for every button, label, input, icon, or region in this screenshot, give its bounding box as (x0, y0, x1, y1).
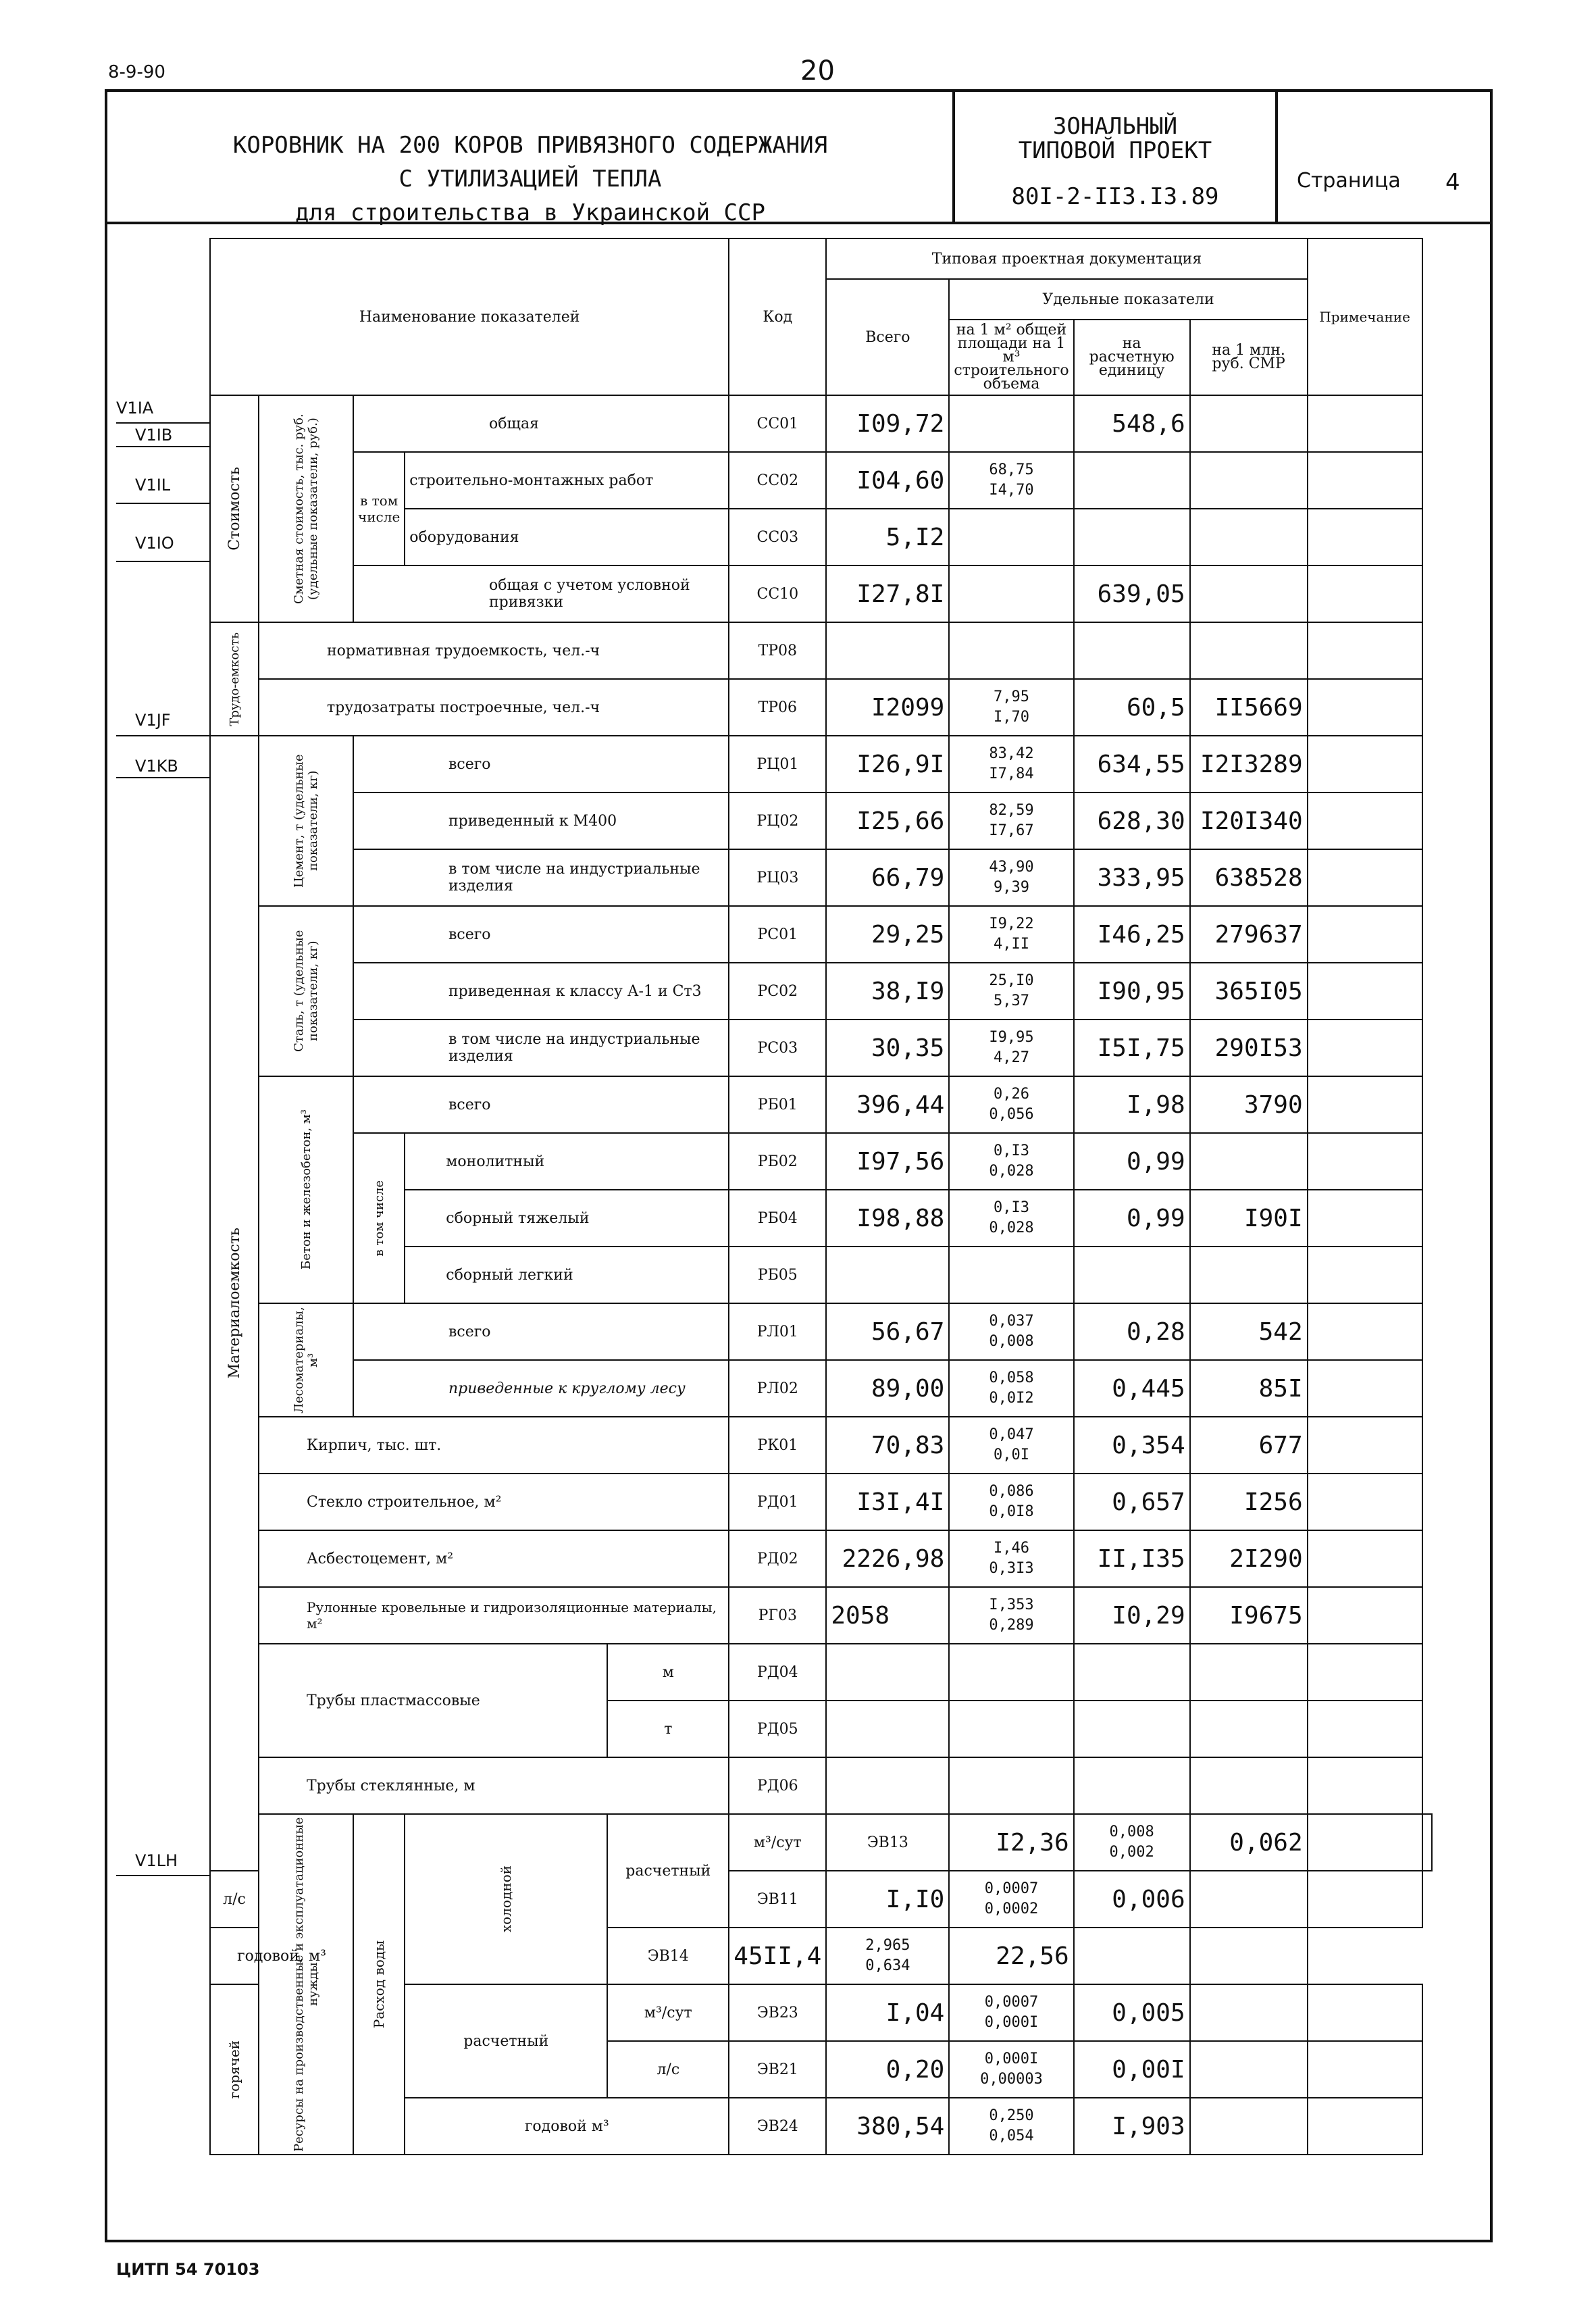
group-label: холодной (498, 1865, 515, 1933)
group-label: Цемент, т (удельные показатели, кг) (292, 754, 320, 888)
row-unit-label: т (607, 1701, 729, 1757)
row-mln (1074, 1928, 1190, 1984)
row-mln: II5669 (1190, 679, 1308, 736)
row-code: РЛ01 (729, 1303, 826, 1360)
row-name: всего (353, 1303, 729, 1360)
table-row (210, 395, 1432, 452)
row-code: СС03 (729, 509, 826, 565)
row-total: 2058 (826, 1587, 949, 1644)
row-spec-area: 0,0007 (984, 1994, 1039, 2011)
row-note (1308, 1020, 1422, 1076)
row-unit: I0,29 (1074, 1587, 1190, 1644)
doc-title-2: С УТИЛИЗАЦИЕЙ ТЕПЛА (398, 166, 662, 193)
group-label: Ресурсы на производственные и эксплуатационные нужды (292, 1817, 320, 2152)
row-total: I25,66 (826, 793, 949, 849)
row-total (826, 1757, 949, 1814)
row-unit: 22,56 (949, 1928, 1073, 1984)
row-code: ЭВ13 (826, 1814, 949, 1871)
row-name: всего (353, 906, 729, 963)
row-mln (1190, 1133, 1308, 1190)
row-spec-area: 0,000I (984, 2051, 1039, 2067)
row-mln (1190, 622, 1308, 679)
row-note (1308, 1984, 1422, 2041)
group-label: Трудо-емкость (227, 632, 242, 726)
row-unit-label: м (607, 1644, 729, 1701)
row-unit: 0,657 (1074, 1474, 1190, 1530)
row-mln (1190, 1871, 1308, 1928)
group-label: Сталь, т (удельные показатели, кг) (292, 930, 320, 1053)
row-code: РС02 (729, 963, 826, 1020)
row-unit: 0,005 (1074, 1984, 1190, 2041)
table-row (210, 963, 1432, 1020)
row-code: РК01 (729, 1417, 826, 1474)
page-value: 4 (1445, 169, 1460, 196)
row-total (826, 1701, 949, 1757)
row-code: ТР06 (729, 679, 826, 736)
row-name: всего (353, 1076, 729, 1133)
left-code: V1KB (135, 757, 178, 776)
row-mln: 677 (1190, 1417, 1308, 1474)
table-row (210, 1303, 1432, 1360)
row-note (1308, 1644, 1422, 1701)
row-code: РД02 (729, 1530, 826, 1587)
row-total: 0,20 (826, 2041, 949, 2098)
row-note (1308, 1247, 1422, 1303)
row-code: ЭВ23 (729, 1984, 826, 2041)
row-unit (1074, 509, 1190, 565)
row-spec-volume: 0,0I8 (989, 1503, 1034, 1520)
row-mln: I2I3289 (1190, 736, 1308, 793)
row-note (1308, 679, 1422, 736)
row-spec-volume: 0,289 (989, 1617, 1034, 1634)
row-spec-area: 0,047 (989, 1426, 1034, 1443)
row-spec-volume: 0,054 (989, 2128, 1034, 2144)
row-spec-area: 0,I3 (994, 1199, 1029, 1216)
row-note (1308, 736, 1422, 793)
row-total: 5,I2 (826, 509, 949, 565)
row-total: I09,72 (826, 395, 949, 452)
row-unit-label: л/с (607, 2041, 729, 2098)
row-unit (1074, 1701, 1190, 1757)
row-mln (1308, 1814, 1422, 1871)
table-row (210, 1757, 1432, 1814)
col-per-unit-header: на расчетную единицу (1074, 320, 1190, 395)
row-unit: 0,445 (1074, 1360, 1190, 1417)
row-code: РД04 (729, 1644, 826, 1701)
row-name: оборудования (405, 509, 729, 565)
row-note (1308, 509, 1422, 565)
row-name: Асбестоцемент, м² (259, 1530, 729, 1587)
row-name: расчетный (607, 1814, 729, 1928)
row-spec-area: 2,965 (865, 1937, 910, 1954)
row-note (1308, 1133, 1422, 1190)
row-unit-label: л/с (210, 1871, 259, 1928)
col-specific-header: Удельные показатели (949, 279, 1307, 320)
table-row (210, 793, 1432, 849)
row-note (1308, 395, 1422, 452)
left-code: V1IL (135, 476, 171, 495)
row-mln: 542 (1190, 1303, 1308, 1360)
row-code: РД01 (729, 1474, 826, 1530)
row-total: 2226,98 (826, 1530, 949, 1587)
row-mln (1190, 2041, 1308, 2098)
row-name: строительно-монтажных работ (405, 452, 729, 509)
row-spec-area: 82,59 (989, 802, 1034, 819)
row-spec-area: 0,I3 (994, 1142, 1029, 1159)
row-unit: I,903 (1074, 2098, 1190, 2155)
row-name: расчетный (405, 1984, 607, 2098)
row-name: приведенный к М400 (353, 793, 729, 849)
row-total: 38,I9 (826, 963, 949, 1020)
doc-title-3: для строительства в Украинской ССР (295, 199, 765, 226)
row-note (1308, 1303, 1422, 1360)
row-mln: 85I (1190, 1360, 1308, 1417)
row-code: РБ05 (729, 1247, 826, 1303)
group-label: Бетон и железобетон, м³ (299, 1109, 313, 1270)
row-code: ЭВ11 (729, 1871, 826, 1928)
row-total: I2099 (826, 679, 949, 736)
row-unit: 0,28 (1074, 1303, 1190, 1360)
table-row (210, 849, 1432, 906)
row-unit: 333,95 (1074, 849, 1190, 906)
row-unit: 60,5 (1074, 679, 1190, 736)
row-spec-volume: 0,00003 (980, 2071, 1043, 2088)
row-note (1308, 1587, 1422, 1644)
row-total: 70,83 (826, 1417, 949, 1474)
row-code: РЛ02 (729, 1360, 826, 1417)
row-mln: I9675 (1190, 1587, 1308, 1644)
row-spec-area: 0,086 (989, 1483, 1034, 1500)
group-label: в том числе (371, 1180, 386, 1257)
row-note (1190, 1928, 1308, 1984)
row-code: РЦ03 (729, 849, 826, 906)
row-spec-volume: 0,002 (1109, 1844, 1154, 1861)
group-label: горячей (226, 2040, 242, 2099)
row-mln: 2I290 (1190, 1530, 1308, 1587)
table-row (210, 1417, 1432, 1474)
row-unit: 0,062 (1190, 1814, 1308, 1871)
row-mln (1190, 2098, 1308, 2155)
row-name: общая (353, 395, 729, 452)
row-unit: I5I,75 (1074, 1020, 1190, 1076)
row-unit: I90,95 (1074, 963, 1190, 1020)
row-total: I04,60 (826, 452, 949, 509)
row-total: 29,25 (826, 906, 949, 963)
row-total: I3I,4I (826, 1474, 949, 1530)
row-note (1308, 963, 1422, 1020)
col-name-header: Наименование показателей (210, 238, 729, 395)
row-code: РС01 (729, 906, 826, 963)
row-code: ТР08 (729, 622, 826, 679)
row-total: I97,56 (826, 1133, 949, 1190)
row-name: Трубы пластмассовые (259, 1644, 607, 1757)
row-spec-area: 0,037 (989, 1313, 1034, 1330)
row-mln: 3790 (1190, 1076, 1308, 1133)
table-row (210, 1360, 1432, 1417)
doc-title-1: КОРОВНИК НА 200 КОРОВ ПРИВЯЗНОГО СОДЕРЖАНИЯ (232, 132, 828, 159)
row-unit: 548,6 (1074, 395, 1190, 452)
row-name: всего (353, 736, 729, 793)
table-row (210, 452, 1432, 509)
row-spec-area: 0,250 (989, 2107, 1034, 2124)
row-unit: 0,99 (1074, 1190, 1190, 1247)
row-spec-area: 0,0007 (984, 1880, 1039, 1897)
row-note (1308, 1474, 1422, 1530)
col-note-header: Примечание (1308, 238, 1422, 395)
table-row (210, 679, 1432, 736)
row-spec-area: 0,058 (989, 1369, 1034, 1386)
row-note (1308, 1701, 1422, 1757)
group-label: Сметная стоимость, тыс. руб. (удельные показатели, руб.) (292, 413, 320, 604)
row-note (1422, 1814, 1432, 1871)
page-number: 20 (800, 55, 835, 86)
row-code: РБ02 (729, 1133, 826, 1190)
row-spec-area: 83,42 (989, 745, 1034, 762)
row-spec-area: 25,I0 (989, 972, 1034, 989)
row-code: РД06 (729, 1757, 826, 1814)
row-spec-area: I,46 (994, 1540, 1029, 1557)
table-row (210, 1644, 1432, 1701)
row-unit: 628,30 (1074, 793, 1190, 849)
row-code: ЭВ24 (729, 2098, 826, 2155)
col-per-mln-header: на 1 млн. руб. СМР (1190, 320, 1308, 395)
row-code: РБ04 (729, 1190, 826, 1247)
row-unit: 0,354 (1074, 1417, 1190, 1474)
row-unit: 0,006 (1074, 1871, 1190, 1928)
row-mln: I256 (1190, 1474, 1308, 1530)
row-note (1308, 1360, 1422, 1417)
row-spec-area: I9,22 (989, 915, 1034, 932)
row-note (1308, 793, 1422, 849)
row-mln (1190, 452, 1308, 509)
row-code: СС01 (729, 395, 826, 452)
col-code-header: Код (729, 238, 826, 395)
table-row (210, 1814, 1432, 1871)
table-row (210, 1076, 1432, 1133)
row-unit: I,98 (1074, 1076, 1190, 1133)
row-note (1308, 1530, 1422, 1587)
row-code: СС02 (729, 452, 826, 509)
row-mln (1190, 395, 1308, 452)
left-code: V1LH (135, 1851, 178, 1870)
row-code: РГ03 (729, 1587, 826, 1644)
row-unit (1074, 622, 1190, 679)
row-mln: 290I53 (1190, 1020, 1308, 1076)
row-spec-volume: 0,0002 (984, 1901, 1039, 1917)
row-name: сборный тяжелый (405, 1190, 729, 1247)
row-total: 45II,4 (729, 1928, 826, 1984)
row-total: I26,9I (826, 736, 949, 793)
row-note (1308, 849, 1422, 906)
row-mln (1190, 1757, 1308, 1814)
row-unit (1074, 1757, 1190, 1814)
row-spec-area: 7,95 (994, 688, 1029, 705)
row-mln: 365I05 (1190, 963, 1308, 1020)
table-row (210, 1587, 1432, 1644)
row-mln: I20I340 (1190, 793, 1308, 849)
row-spec-volume: 0,0I (994, 1447, 1029, 1463)
row-total: 56,67 (826, 1303, 949, 1360)
left-code: V1IB (135, 426, 173, 445)
in-that-label: в том числе (353, 452, 405, 565)
row-name: монолитный (405, 1133, 729, 1190)
row-total (826, 622, 949, 679)
row-unit: I46,25 (1074, 906, 1190, 963)
row-spec-volume: I7,67 (989, 822, 1034, 839)
row-note (1308, 565, 1422, 622)
row-unit: 639,05 (1074, 565, 1190, 622)
group-label: Расход воды (371, 1940, 388, 2029)
left-code: V1IA (116, 399, 154, 418)
row-code: РД05 (729, 1701, 826, 1757)
row-spec-volume: 0,056 (989, 1106, 1034, 1123)
row-total: I,I0 (826, 1871, 949, 1928)
row-total: I2,36 (949, 1814, 1073, 1871)
table-row (210, 1133, 1432, 1190)
row-name: приведенная к классу А-1 и Ст3 (353, 963, 729, 1020)
row-name: Стекло строительное, м² (259, 1474, 729, 1530)
row-total (826, 1247, 949, 1303)
row-total (826, 1644, 949, 1701)
row-spec-volume: 0,3I3 (989, 1560, 1034, 1577)
row-note (1308, 1417, 1422, 1474)
row-unit (1074, 452, 1190, 509)
row-code: РЦ01 (729, 736, 826, 793)
row-total: 89,00 (826, 1360, 949, 1417)
row-mln (1190, 509, 1308, 565)
row-mln: I90I (1190, 1190, 1308, 1247)
left-code: V1IO (135, 534, 174, 553)
row-spec-volume: I4,70 (989, 482, 1034, 499)
page-label: Страница (1297, 169, 1401, 193)
row-name: трудозатраты построечные, чел.-ч (259, 679, 729, 736)
table-row (210, 906, 1432, 963)
row-note (1308, 1190, 1422, 1247)
row-mln (1190, 1701, 1308, 1757)
table-row (210, 565, 1432, 622)
row-spec-area: I9,95 (989, 1029, 1034, 1046)
row-spec-volume: 0,008 (989, 1333, 1034, 1350)
row-note (1308, 452, 1422, 509)
row-unit (1074, 1644, 1190, 1701)
row-mln (1190, 1644, 1308, 1701)
row-spec-volume: 0,0I2 (989, 1390, 1034, 1407)
row-spec-volume: 0,028 (989, 1163, 1034, 1180)
row-name: годовой м³ (405, 2098, 729, 2155)
row-unit (1074, 1247, 1190, 1303)
row-total: 380,54 (826, 2098, 949, 2155)
row-spec-volume: 4,27 (994, 1049, 1029, 1066)
row-unit: 634,55 (1074, 736, 1190, 793)
row-name: нормативная трудоемкость, чел.-ч (259, 622, 729, 679)
col-per-area-header: на 1 м² общей площади на 1 м³ строительного объема (949, 320, 1073, 395)
row-note (1308, 2041, 1422, 2098)
row-spec-area: 0,26 (994, 1086, 1029, 1103)
row-spec-volume: 0,000I (984, 2014, 1039, 2031)
row-name: сборный легкий (405, 1247, 729, 1303)
col-total-header: Всего (826, 279, 949, 395)
row-code: РБ01 (729, 1076, 826, 1133)
table-row (210, 736, 1432, 793)
row-mln (1190, 1247, 1308, 1303)
row-note (1308, 622, 1422, 679)
row-unit-label: м³/сут (607, 1984, 729, 2041)
table-row (210, 1020, 1432, 1076)
row-note (1308, 1076, 1422, 1133)
row-code: ЭВ14 (607, 1928, 729, 1984)
row-name: приведенные к круглому лесу (353, 1360, 729, 1417)
row-unit-label: м³/сут (729, 1814, 826, 1871)
row-spec-area: 68,75 (989, 461, 1034, 478)
row-mln: 638528 (1190, 849, 1308, 906)
row-name: общая с учетом условной привязки (353, 565, 729, 622)
col-group-header: Типовая проектная документация (826, 238, 1307, 279)
row-spec-volume: I,70 (994, 709, 1029, 726)
group-label: Лесоматериалы, м³ (292, 1307, 320, 1413)
row-total: 30,35 (826, 1020, 949, 1076)
row-mln (1190, 1984, 1308, 2041)
row-spec-volume: 9,39 (994, 879, 1029, 896)
row-spec-area: I,353 (989, 1596, 1034, 1613)
row-total: 66,79 (826, 849, 949, 906)
row-spec-volume: 0,634 (865, 1957, 910, 1974)
row-name: Рулонные кровельные и гидроизоляционные материалы, м² (259, 1587, 729, 1644)
row-note (1308, 906, 1422, 963)
row-code: ЭВ21 (729, 2041, 826, 2098)
row-name: Трубы стеклянные, м (259, 1757, 729, 1814)
row-unit: 0,00I (1074, 2041, 1190, 2098)
table-row (210, 1474, 1432, 1530)
row-note (1308, 2098, 1422, 2155)
row-name: в том числе на индустриальные изделия (353, 849, 729, 906)
row-spec-volume: I7,84 (989, 765, 1034, 782)
row-name: Кирпич, тыс. шт. (259, 1417, 729, 1474)
row-mln (1190, 565, 1308, 622)
row-code: РЦ02 (729, 793, 826, 849)
row-total: 396,44 (826, 1076, 949, 1133)
row-spec-volume: 5,37 (994, 992, 1029, 1009)
row-name: в том числе на индустриальные изделия (353, 1020, 729, 1076)
row-spec-area: 43,90 (989, 859, 1034, 876)
indicator-table (209, 238, 1433, 2155)
left-code: V1JF (135, 711, 171, 730)
table-row (210, 622, 1432, 679)
row-spec-volume: 4,II (994, 936, 1029, 953)
project-type-2: ТИПОВОЙ ПРОЕКТ (1018, 137, 1212, 164)
row-spec-area: 0,008 (1109, 1823, 1154, 1840)
project-number: 80I-2-II3.I3.89 (1011, 183, 1219, 210)
row-code: РС03 (729, 1020, 826, 1076)
row-note (1308, 1757, 1422, 1814)
row-total: I27,8I (826, 565, 949, 622)
row-total: I98,88 (826, 1190, 949, 1247)
row-name: годовой, м³ (210, 1928, 353, 1984)
group-label: Материалоемкость (226, 1228, 243, 1379)
row-total: I,04 (826, 1984, 949, 2041)
row-note (1308, 1871, 1422, 1928)
row-code: СС10 (729, 565, 826, 622)
row-mln: 279637 (1190, 906, 1308, 963)
row-spec-volume: 0,028 (989, 1219, 1034, 1236)
row-unit: II,I35 (1074, 1530, 1190, 1587)
table-row (210, 1530, 1432, 1587)
group-label: Стоимость (226, 467, 243, 551)
doc-code: 8-9-90 (108, 62, 165, 82)
footer-code: ЦИТП 54 70103 (116, 2260, 260, 2279)
row-unit: 0,99 (1074, 1133, 1190, 1190)
project-type-1: ЗОНАЛЬНЫЙ (1052, 113, 1178, 140)
